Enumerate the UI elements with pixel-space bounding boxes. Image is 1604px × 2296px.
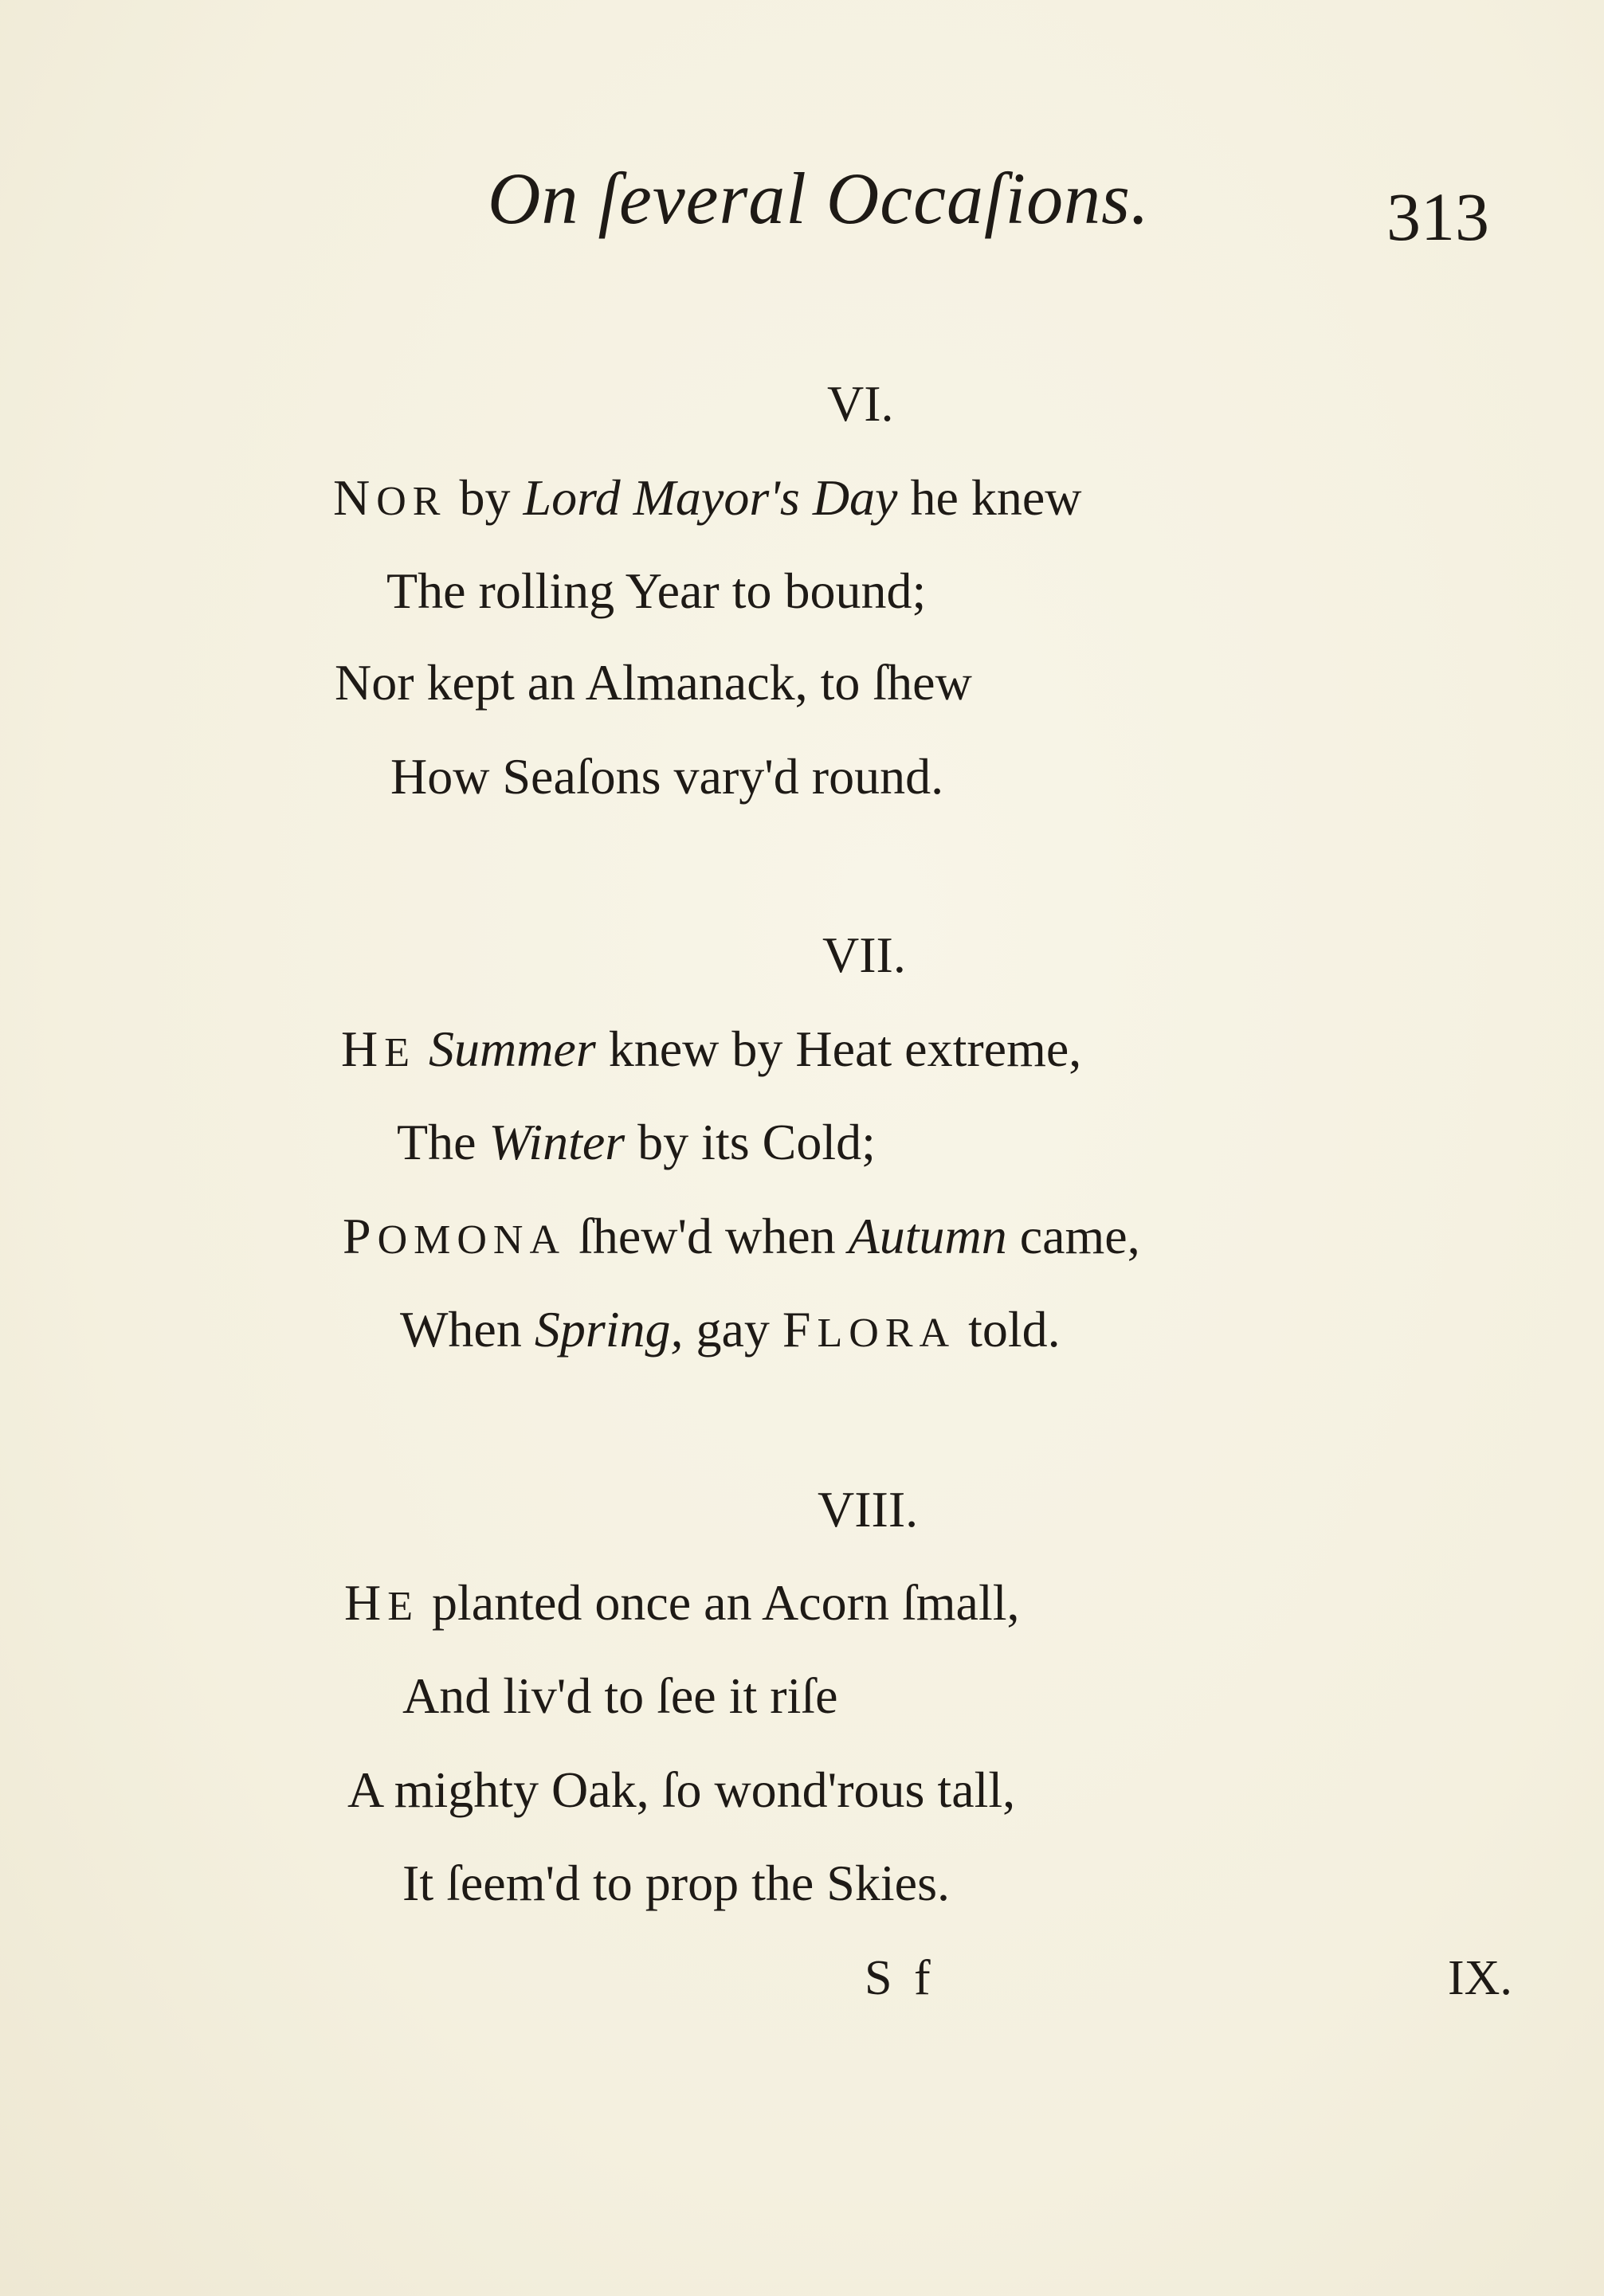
drop-cap: F	[782, 1301, 818, 1358]
line-text: When	[400, 1301, 535, 1358]
running-head: On ſeveral Occaſions.	[488, 158, 1150, 239]
verse-line	[344, 1573, 1020, 1632]
small-caps: OMONA	[377, 1217, 567, 1263]
verse-line	[343, 1207, 1140, 1266]
drop-cap: N	[333, 469, 377, 526]
verse-line: It ſeem'd to prop the Skies.	[402, 1855, 950, 1911]
line-text: planted once an Acorn ſmall,	[418, 1574, 1020, 1631]
verse-line: How Seaſons vary'd round.	[390, 748, 944, 805]
page-number: 313	[1386, 178, 1489, 255]
drop-cap: H	[341, 1021, 385, 1077]
small-caps: E	[387, 1584, 419, 1629]
verse-line	[341, 1020, 1081, 1079]
line-text: by its Cold;	[625, 1114, 876, 1170]
line-text: knew by Heat extreme,	[595, 1021, 1082, 1077]
line-text: told.	[955, 1301, 1061, 1358]
italic-text: Summer	[428, 1021, 596, 1077]
verse-line	[333, 468, 1081, 527]
italic-text: Autumn	[848, 1208, 1007, 1264]
drop-cap: H	[344, 1574, 388, 1631]
line-text: The	[397, 1114, 489, 1170]
small-caps: E	[384, 1030, 416, 1076]
italic-text: Spring,	[534, 1301, 684, 1358]
stanza-number-viii: VIII.	[818, 1481, 919, 1538]
line-text: came,	[1006, 1208, 1140, 1264]
line-text: ſhew'd when	[566, 1208, 849, 1264]
verse-line: A mighty Oak, ſo wond'rous tall,	[347, 1761, 1016, 1818]
stanza-number-vii: VII.	[822, 927, 906, 983]
verse-line: Nor kept an Almanack, to ſhew	[335, 654, 972, 711]
italic-text: Winter	[488, 1114, 626, 1170]
signature-mark: S f	[865, 1951, 935, 2005]
line-text: by	[446, 469, 524, 526]
drop-cap: P	[343, 1208, 378, 1264]
small-caps: OR	[376, 479, 447, 524]
verse-line	[397, 1113, 876, 1172]
small-caps: LORA	[817, 1311, 956, 1356]
line-text: he knew	[897, 469, 1082, 526]
verse-line: And liv'd to ſee it riſe	[402, 1667, 838, 1724]
catchword: IX.	[1448, 1951, 1512, 2005]
line-text: gay	[683, 1301, 782, 1358]
verse-line: The rolling Year to bound;	[386, 562, 927, 619]
verse-line	[400, 1300, 1061, 1359]
italic-text: Lord Mayor's Day	[523, 469, 898, 526]
stanza-number-vi: VI.	[827, 375, 894, 432]
